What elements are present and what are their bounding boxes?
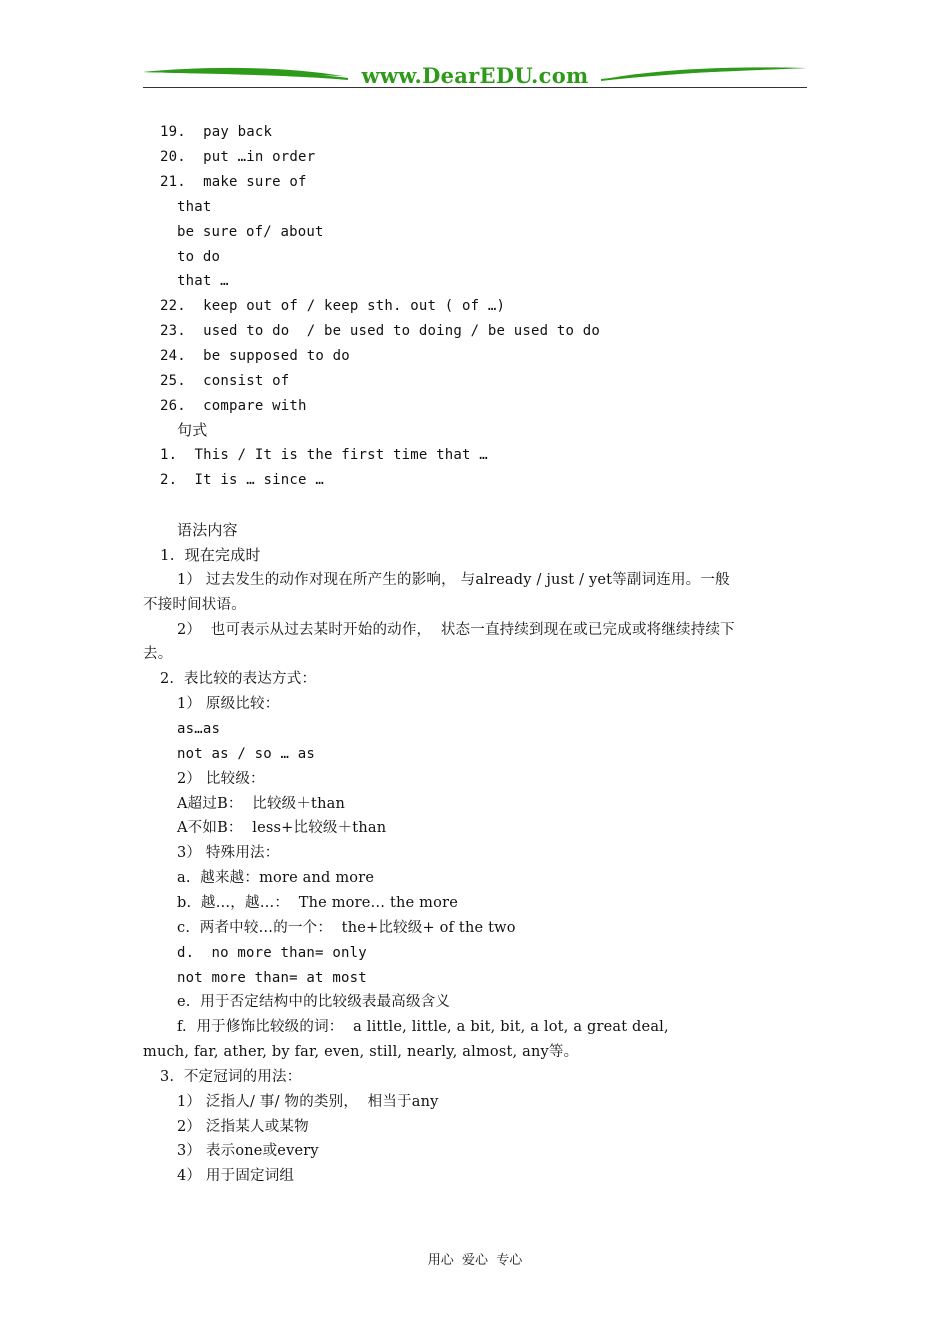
text-line: c. 两者中较…的一个： the+比较级+ of the two [177,920,516,936]
text-line: 1） 过去发生的动作对现在所产生的影响， 与already / just / yet等副词连用。一般 [177,572,730,588]
text-line: much, far, ather, by far, even, still, nearly, almost, any等。 [143,1044,579,1060]
text-line: that … [177,273,229,289]
text-line: a. 越来越：more and more [177,870,375,886]
section-heading: 句式 [177,421,208,439]
site-logo[interactable]: www.DearEDU.com [361,63,589,88]
text-line: 去。 [143,646,173,662]
text-line: 3） 特殊用法： [177,845,280,861]
text-line: e. 用于否定结构中的比较级表最高级含义 [177,994,451,1010]
text-line: 1. 现在完成时 [160,546,261,564]
text-line: as…as [177,721,221,737]
text-line: to do [177,249,221,265]
text-line: 2. It is … since … [160,472,324,488]
text-line: not as / so … as [177,746,316,762]
text-line: 3. 不定冠词的用法： [160,1069,302,1085]
text-line: 2） 泛指某人或某物 [177,1119,309,1135]
text-line: 21. make sure of [160,174,307,190]
text-line: 26. compare with [160,398,307,414]
text-line: 20. put …in order [160,149,316,165]
text-line: f. 用于修饰比较级的词： a little, little, a bit, bit, a lot, a great deal, [177,1019,669,1035]
text-line: A超过B： 比较级＋than [177,796,345,812]
text-line: 2. 表比较的表达方式： [160,671,317,687]
site-header [143,62,807,90]
text-line: 25. consist of [160,373,290,389]
text-line: 23. used to do / be used to doing / be used to do [160,323,601,339]
text-line: 1. This / It is the first time that … [160,447,488,463]
text-line: 不接时间状语。 [143,597,246,613]
text-line: b. 越…，越…： The more… the more [177,895,458,911]
text-line: not more than= at most [177,970,367,986]
text-line: 24. be supposed to do [160,348,350,364]
section-heading: 语法内容 [177,521,238,539]
text-line: 2） 也可表示从过去某时开始的动作， 状态一直持续到现在或已完成或将继续持续下 [177,622,735,638]
text-line: be sure of/ about [177,224,324,240]
text-line: that [177,199,212,215]
text-line: 4） 用于固定词组 [177,1168,295,1184]
text-line: 3） 表示one或every [177,1143,319,1159]
text-line: A不如B： less+比较级＋than [177,820,387,836]
text-line: d. no more than= only [177,945,367,961]
text-line: 1） 泛指人/ 事/ 物的类别， 相当于any [177,1094,439,1110]
page-footer: 用心 爱心 专心 [427,1253,523,1268]
text-line: 19. pay back [160,124,273,140]
text-line: 1） 原级比较： [177,696,280,712]
text-line: 22. keep out of / keep sth. out ( of …) [160,298,506,314]
text-line: 2） 比较级： [177,771,265,787]
header-divider [143,87,807,88]
